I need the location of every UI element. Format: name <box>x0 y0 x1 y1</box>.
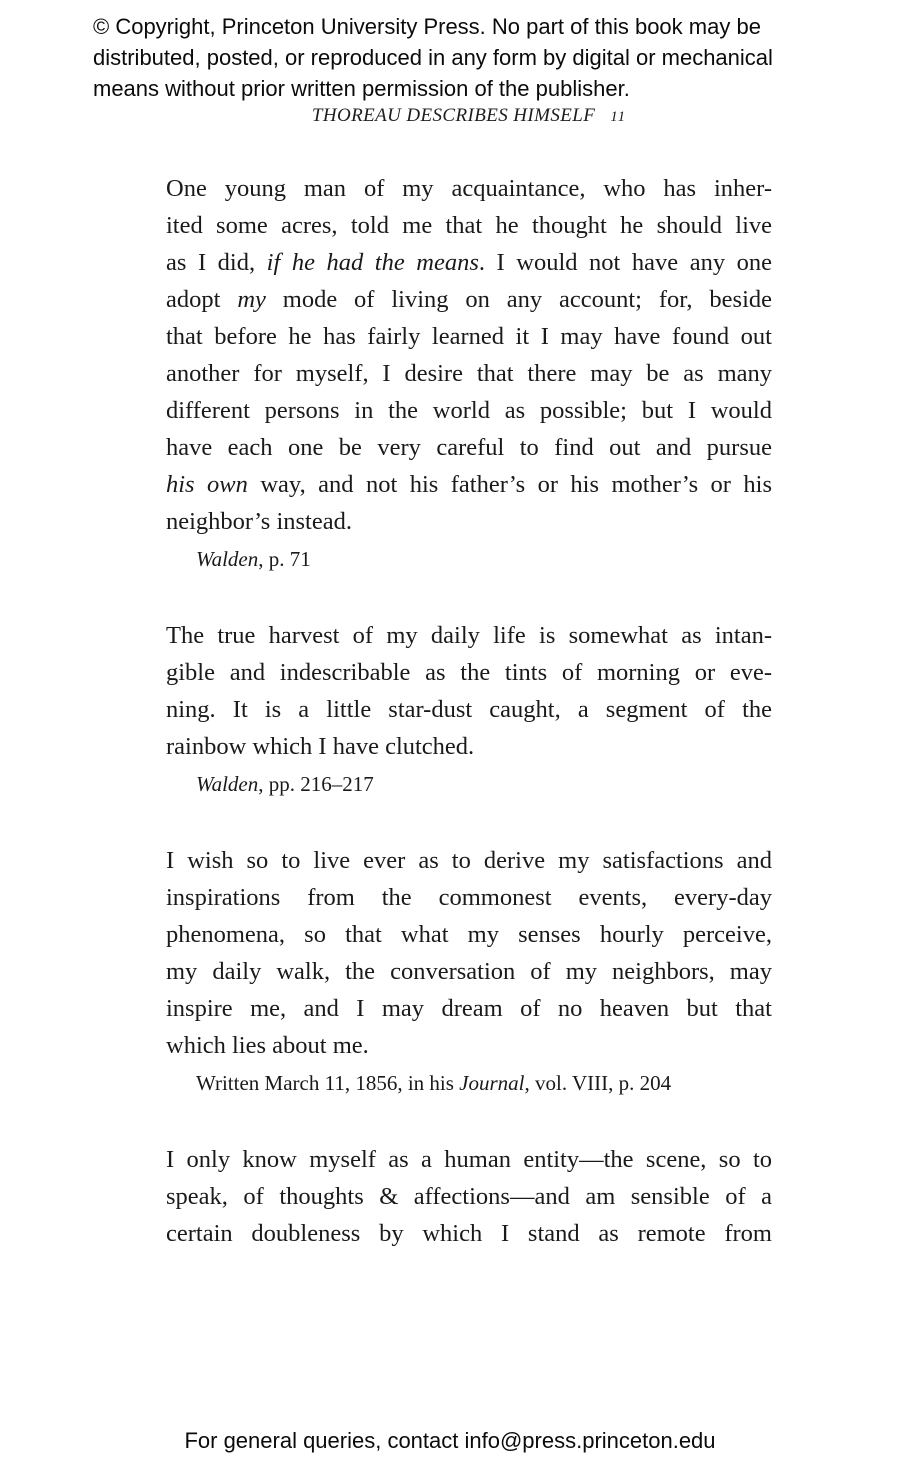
text: ning. It is a little star-dust caught, a segment of the <box>166 696 772 723</box>
text: adopt <box>166 286 238 313</box>
quote-line <box>166 654 772 691</box>
quote-line <box>166 355 772 392</box>
text: certain doubleness by which I stand as remote from <box>166 1220 772 1247</box>
text: mode of living on any account; for, beside <box>265 286 772 313</box>
text: my daily walk, the conversation of my neighbors, may <box>166 958 772 985</box>
text: I wish so to live ever as to derive my satisfactions and <box>166 847 772 874</box>
quote-line <box>166 1178 772 1215</box>
italic-text: my <box>237 286 266 313</box>
quote-line <box>166 429 772 466</box>
quote-line <box>166 728 772 765</box>
text: as I did, <box>166 249 267 276</box>
quote-line <box>166 617 772 654</box>
text: , pp. 216–217 <box>258 772 374 796</box>
quote-paragraph <box>166 170 772 540</box>
quote-paragraph <box>166 617 772 765</box>
text: , vol. VIII, p. 204 <box>524 1071 672 1095</box>
quote-citation <box>166 1069 772 1097</box>
quote-citation <box>166 545 772 573</box>
italic-text: Walden <box>196 772 259 796</box>
text: gible and indescribable as the tints of morning or eve- <box>166 659 772 686</box>
quote-line <box>166 842 772 879</box>
page-number: 11 <box>610 109 627 125</box>
copyright-line: distributed, posted, or reproduced in any form by digital or mechanical <box>93 45 773 70</box>
quote-line <box>166 953 772 990</box>
text: One young man of my acquaintance, who has inher- <box>166 175 772 202</box>
running-head-title: THOREAU DESCRIBES HIMSELF <box>311 105 596 126</box>
quote-line <box>166 318 772 355</box>
quote-paragraph <box>166 842 772 1064</box>
footer-text: For general queries, contact info@press.princeton.edu <box>184 1428 716 1453</box>
italic-text: Walden <box>196 547 259 571</box>
quotes <box>166 170 772 1252</box>
italic-text: if he had the means <box>266 249 479 276</box>
quote-line <box>166 879 772 916</box>
text: , p. 71 <box>258 547 311 571</box>
text: have each one be very careful to find out and pursue <box>166 434 772 461</box>
quote-citation <box>166 770 772 798</box>
copyright-line: © Copyright, Princeton University Press. No part of this book may be <box>93 14 761 39</box>
text: ited some acres, told me that he thought he should live <box>166 212 772 239</box>
text: I only know myself as a human entity—the scene, so to <box>166 1146 772 1173</box>
quote-line <box>166 1215 772 1252</box>
copyright-line: means without prior written permission of the publisher. <box>93 76 630 101</box>
text: speak, of thoughts & affections—and am sensible of a <box>166 1183 772 1210</box>
quote-line <box>166 170 772 207</box>
quote-paragraph <box>166 1141 772 1252</box>
page-footer <box>0 1426 900 1456</box>
quote-line <box>166 1027 772 1064</box>
text: The true harvest of my daily life is somewhat as intan- <box>166 622 772 649</box>
quote-line <box>166 281 772 318</box>
text: different persons in the world as possible; but I would <box>166 397 772 424</box>
quote-line <box>166 392 772 429</box>
quote-line <box>166 691 772 728</box>
text: that before he has fairly learned it I may have found out <box>166 323 772 350</box>
quote-line <box>166 244 772 281</box>
text: which lies about me. <box>166 1032 369 1059</box>
quote-line <box>166 916 772 953</box>
text: Written March 11, 1856, in his <box>196 1071 460 1095</box>
text: rainbow which I have clutched. <box>166 733 475 760</box>
text: inspirations from the commonest events, every-day <box>166 884 772 911</box>
copyright-notice <box>0 0 900 104</box>
quote-line <box>166 1141 772 1178</box>
italic-text: his own <box>166 471 248 498</box>
quote-line <box>166 466 772 503</box>
italic-text: Journal <box>459 1071 525 1095</box>
quote-line <box>166 207 772 244</box>
quote-line <box>166 503 772 540</box>
text: phenomena, so that what my senses hourly perceive, <box>166 921 772 948</box>
quote-line <box>166 990 772 1027</box>
text: neighbor’s instead. <box>166 508 352 535</box>
text: way, and not his father’s or his mother’s or his <box>247 471 772 498</box>
text: another for myself, I desire that there may be as many <box>166 360 772 387</box>
text: . I would not have any one <box>478 249 773 276</box>
text: inspire me, and I may dream of no heaven but that <box>166 995 772 1022</box>
running-head <box>166 104 772 129</box>
